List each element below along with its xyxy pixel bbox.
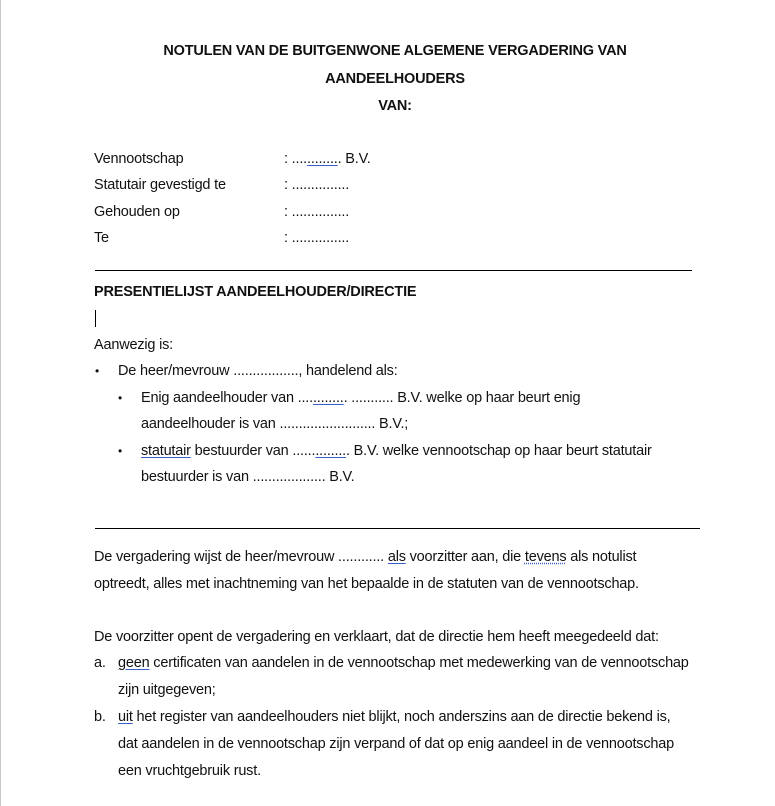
text-segment: Enig aandeelhouder van .... [141,390,313,406]
list-marker-a: a. [94,655,106,671]
attendance-sub-item-1-line-2: aandeelhouder is van ......................... B.V.; [141,416,409,432]
field-value-prefix: : .... [284,151,307,167]
text-segment: bestuurder van ...... [190,443,316,459]
statement-intro: De voorzitter opent de vergadering en verklaart, dat de directie hem heeft meegedeeld dat: [94,629,659,645]
statement-item-a-line-2: zijn uitgegeven; [118,682,216,698]
attendance-heading: PRESENTIELIJST AANDEELHOUDER/DIRECTIE [94,284,417,300]
statement-item-b-line-1 [118,709,671,725]
statement-item-b-line-2: dat aandelen in de vennootschap zijn verpand of dat op enig aandeel in de vennootschap [118,736,674,752]
text-segment: . ........... B.V. welke op haar beurt enig [343,390,581,406]
spellcheck-marked-text: ........ [306,151,338,167]
field-label-gehouden-op: Gehouden op [94,204,180,220]
text-segment: voorzitter aan, die [405,549,525,565]
grammar-marked-text: uit [118,709,133,725]
attendance-sub-item-2-line-2: bestuurder is van ................... B.V. [141,469,355,485]
horizontal-rule-1 [95,270,692,271]
chair-paragraph-line-2: optreedt, alles met inachtneming van het bepaalde in de statuten van de vennootschap. [94,576,639,592]
field-value-statutair-gevestigd[interactable]: : ............... [284,177,350,193]
text-segment: . B.V. welke vennootschap op haar beurt statutair [345,443,652,459]
field-value-vennootschap[interactable] [284,151,371,167]
field-value-suffix: . B.V. [337,151,371,167]
grammar-marked-text: geen [118,655,150,671]
document-title-line-2: AANDEELHOUDERS [325,71,465,87]
grammar-marked-text: als [387,549,406,565]
spellcheck-marked-text: ........ [315,443,346,459]
text-segment: als notulist [566,549,637,565]
document-title-line-3: VAN: [378,98,412,114]
attendance-intro: Aanwezig is: [94,337,173,353]
bullet-icon: • [118,391,123,405]
bullet-icon: • [118,444,123,458]
bullet-icon: • [95,364,100,378]
attendance-sub-item-1-line-1 [141,390,580,406]
text-segment: De vergadering wijst de heer/mevrouw ............ [94,549,388,565]
spellcheck-marked-text: statutair [141,443,191,459]
list-marker-b: b. [94,709,106,725]
text-segment: het register van aandeelhouders niet blijkt, noch anderszins aan de directie bekend is, [132,709,671,725]
spellcheck-marked-text: ........ [312,390,344,406]
field-label-vennootschap: Vennootschap [94,151,184,167]
field-value-gehouden-op[interactable]: : ............... [284,204,350,220]
horizontal-rule-2 [95,528,700,529]
text-segment: certificaten van aandelen in de vennootschap met medewerking van de vennootschap [149,655,689,671]
attendance-main-item: De heer/mevrouw ................., handelend als: [118,363,398,379]
grammar-marked-text: tevens [524,549,567,565]
statement-item-a-line-1 [118,655,689,671]
statement-item-b-line-3: een vruchtgebruik rust. [118,763,261,779]
chair-paragraph-line-1 [94,549,636,565]
document-title-line-1: NOTULEN VAN DE BUITGENWONE ALGEMENE VERGADERING VAN [163,43,627,59]
field-label-statutair-gevestigd: Statutair gevestigd te [94,177,226,193]
text-cursor [95,310,96,327]
field-label-te: Te [94,230,109,246]
attendance-sub-item-2-line-1 [141,443,652,459]
field-value-te[interactable]: : ............... [284,230,350,246]
